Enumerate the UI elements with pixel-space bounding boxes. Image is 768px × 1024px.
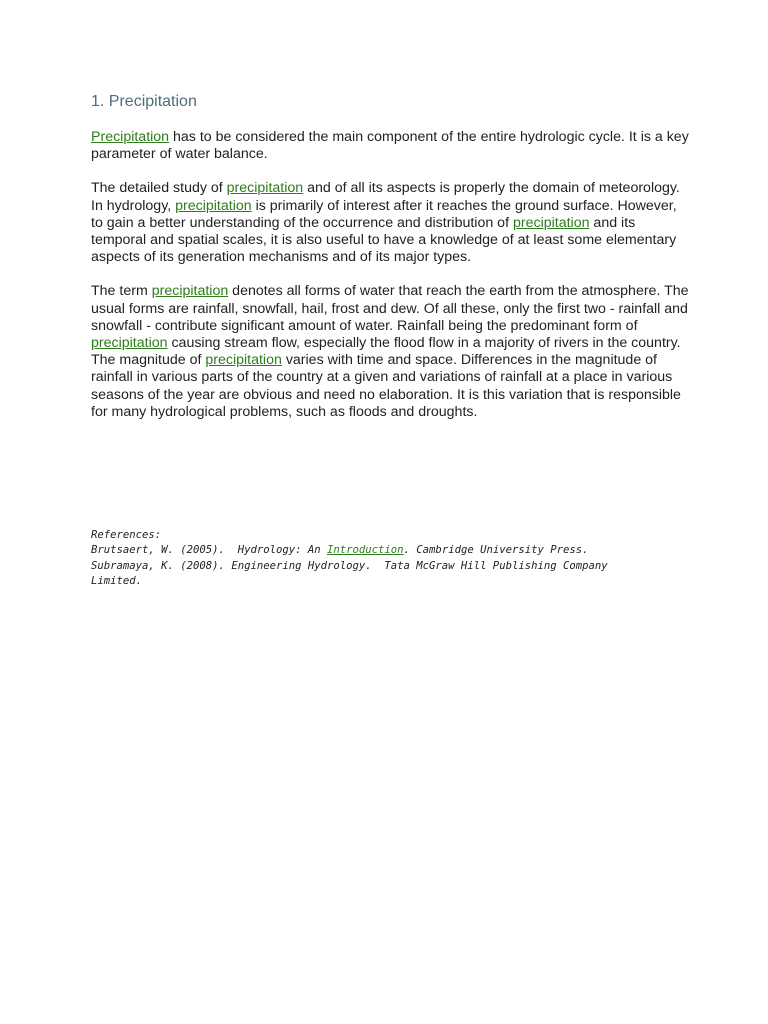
paragraph-3-text: The term [91,283,152,300]
document-body [91,92,691,438]
reference-1 [91,543,691,558]
reference-2-continued: Limited. [91,574,143,587]
section-heading: 1. Precipitation [91,93,197,110]
paragraph-3-text: denotes all forms of water that reach the earth from the atmosphere. The usual forms are rainfall, snowfall, hail, frost and dew. Of all these, only the first two - rainfall and snowfall - contribute significant amount of water. Rainfall being the predominant form of [91,283,689,334]
precipitation-link[interactable]: precipitation [91,335,168,352]
paragraph-1-text: has to be considered the main component of the entire hydrologic cycle. It is a key parameter of water balance. [91,129,689,163]
paragraph-3-text: varies with time and space. Differences in the magnitude of rainfall in various parts of the country at a given and variations of rainfall at a place in various seasons of the year are obvious and need no elaboration. It is this variation that is responsible for many hydrological problems, such as floods and droughts. [91,352,681,420]
reference-1-text: . Cambridge University Press. [403,544,589,557]
paragraph-2-text: and of all its aspects is properly the domain of meteorology. In hydrology, [91,180,680,214]
paragraph-1 [91,129,691,163]
precipitation-link[interactable]: precipitation [512,214,590,231]
paragraph-2 [91,180,691,266]
references-block [91,528,691,589]
reference-1-text: Brutsaert, W. (2005). Hydrology: An [91,544,327,557]
paragraph-3-text: causing stream flow, especially the flood flow in a majority of rivers in the country. The magnitude of [91,335,681,369]
precipitation-link[interactable]: precipitation [175,197,252,214]
precipitation-link[interactable]: precipitation [151,283,229,300]
references-label: References: [91,529,162,541]
paragraph-3 [91,283,691,421]
paragraph-2-text: and its temporal and spatial scales, it is also useful to have a knowledge of at least some elementary aspects of its generation mechanisms and of its major types. [91,214,677,266]
paragraph-2-text: is primarily of interest after it reaches the ground surface. However, to gain a better understanding of the occurrence and distribution of [91,197,677,231]
introduction-link[interactable]: Introduction [327,544,404,557]
precipitation-link[interactable]: Precipitation [91,129,170,145]
reference-2: Subramaya, K. (2008). Engineering Hydrology. Tata McGraw Hill Publishing Company [91,559,608,572]
precipitation-link[interactable]: precipitation [226,180,304,197]
precipitation-link[interactable]: precipitation [205,352,282,369]
paragraph-2-text: The detailed study of [91,180,227,197]
